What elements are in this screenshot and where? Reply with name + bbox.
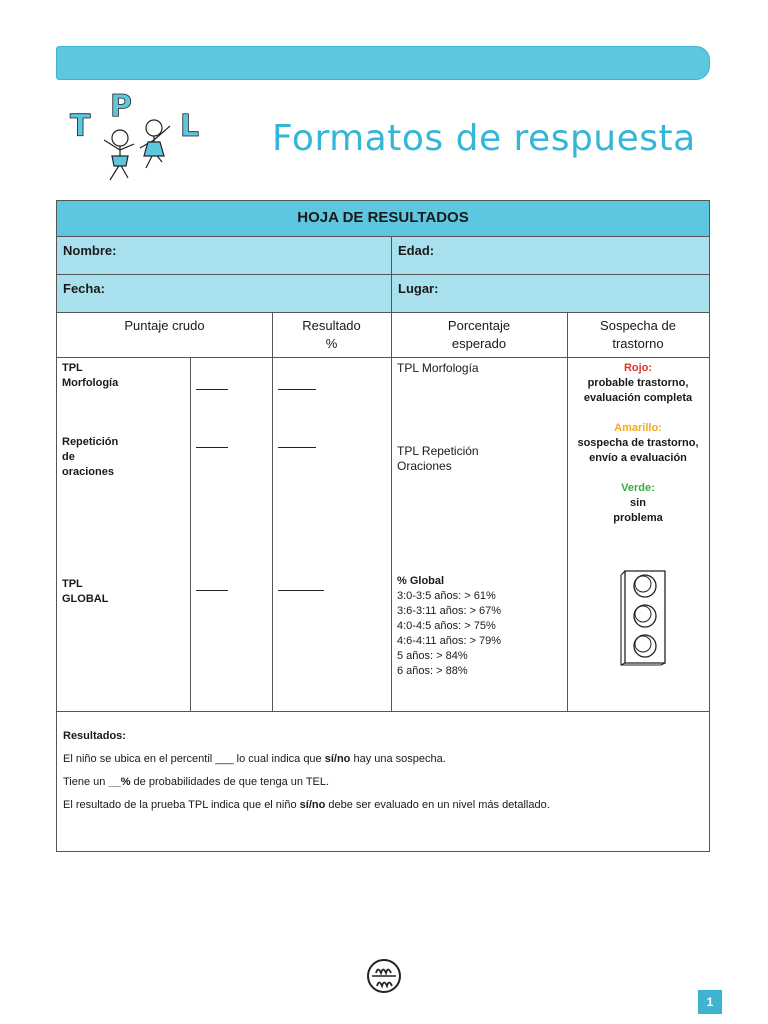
divider [190,358,191,711]
top-banner [56,46,710,80]
expected-global-title: % Global [397,575,445,587]
results-title: Resultados: [63,730,126,742]
name-field[interactable] [57,237,391,274]
results-line-evaluation: El resultado de la prueba TPL indica que el niño sí/no debe ser evaluado en un nivel más detallado. [63,799,550,811]
col-result: Resultado % [272,313,391,358]
result-blank-morphology[interactable] [278,389,316,390]
results-section [63,729,550,821]
expected-morphology: TPL Morfología [397,361,479,375]
logo-letter-l: L [180,109,200,144]
logo-letter-t: T [70,109,91,144]
sheet-header: HOJA DE RESULTADOS [57,201,709,237]
raw-score-blank-repetition[interactable] [196,447,228,448]
row-label-morphology: TPL Morfología [62,362,119,389]
result-blank-repetition[interactable] [278,447,316,448]
row-label-global: TPL GLOBAL [62,578,109,605]
list-item: 4:0-4:5 años: > 75% [397,620,496,632]
tpl-logo [66,92,216,192]
list-item: 4:6-4:11 años: > 79% [397,635,502,647]
place-label: Lugar: [398,281,439,296]
publisher-logo-icon [366,958,402,994]
divider [57,711,709,712]
age-label: Edad: [398,243,435,258]
divider [391,313,392,711]
results-sheet [56,200,710,852]
logo-letter-p: P [110,92,132,124]
divider [272,313,273,711]
info-row-name-age [57,237,709,275]
age-field[interactable] [391,237,709,274]
list-item: 5 años: > 84% [397,650,468,662]
traffic-light-icon [619,567,671,667]
suspicion-green: Verde: sin problema [613,482,663,524]
name-label: Nombre: [63,243,117,258]
child-figure-boy-icon [104,130,134,180]
raw-score-blank-morphology[interactable] [196,389,228,390]
col-expected: Porcentaje esperado [391,313,567,358]
expected-repetition: TPL Repetición Oraciones [397,444,479,473]
expected-global-list [397,574,501,679]
list-item: 6 años: > 88% [397,665,468,677]
list-item: 3:6-3:11 años: > 67% [397,605,502,617]
page-number: 1 [698,990,722,1014]
page-title: Formatos de respuesta [272,118,696,159]
result-blank-global[interactable] [278,590,324,591]
suspicion-yellow: Amarillo: sospecha de trastorno, envío a evaluación [577,422,699,464]
info-row-date-place [57,275,709,313]
raw-score-blank-global[interactable] [196,590,228,591]
col-raw-score: Puntaje crudo [57,313,272,358]
list-item: 3:0-3:5 años: > 61% [397,590,496,602]
place-field[interactable] [391,275,709,312]
results-line-probability: Tiene un __% de probabilidades de que tenga un TEL. [63,776,330,788]
date-field[interactable] [57,275,391,312]
child-figure-girl-icon [140,120,170,168]
suspicion-red: Rojo: probable trastorno, evaluación completa [583,362,693,404]
row-label-repetition: Repetición de oraciones [62,436,119,478]
results-line-percentile: El niño se ubica en el percentil ___ lo cual indica que sí/no hay una sospecha. [63,753,446,765]
date-label: Fecha: [63,281,105,296]
col-suspicion: Sospecha de trastorno [567,313,709,358]
